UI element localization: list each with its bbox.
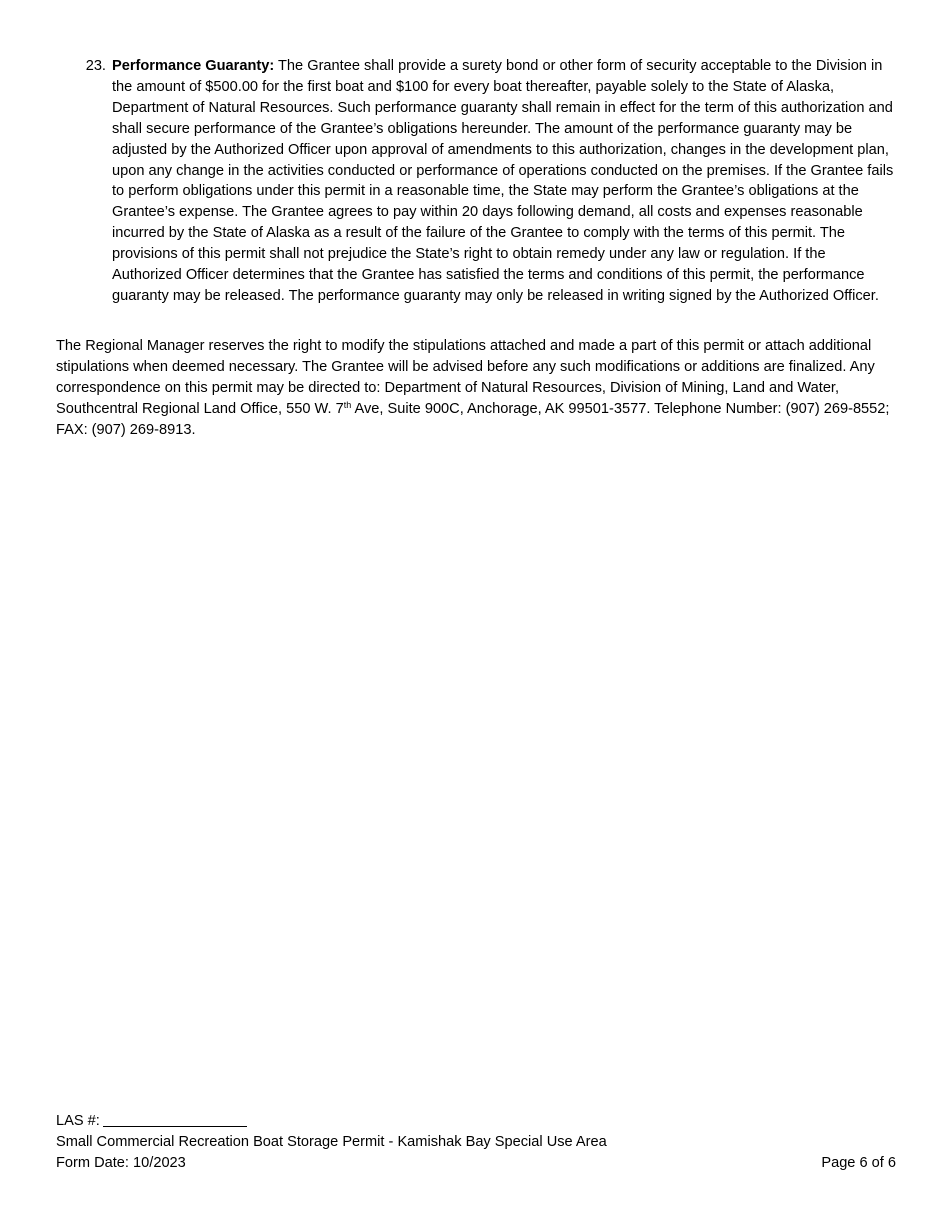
las-label: LAS #:: [56, 1113, 100, 1129]
item-text: The Grantee shall provide a surety bond or other form of security acceptable to the Division in the amount of $500.00 for the first boat and $100 for every boat thereafter, payable solely to the State of Alaska, Department of Natural Resources. Such performance guaranty shall remain in effect for the term of this authorization and shall secure performance of the Grantee’s obligations hereunder. The amount of the performance guaranty may be adjusted by the Authorized Officer upon approval of amendments to this authorization, changes in the development plan, upon any change in the activities conducted or performance of operations conducted on the premises. If the Grantee fails to perform obligations under this permit in a reasonable time, the State may perform the Grantee’s obligations at the Grantee’s expense. The Grantee agrees to pay within 20 days following demand, all costs and expenses reasonable incurred by the State of Alaska as a result of the failure of the Grantee to comply with the terms of this permit. The provisions of this permit shall not prejudice the State’s right to obtain remedy under any law or regulation. If the Authorized Officer determines that the Grantee has satisfied the terms and conditions of this permit, the performance guaranty may be released. The performance guaranty may only be released in writing signed by the Authorized Officer.: [112, 58, 894, 304]
ordinal-suffix: th: [343, 399, 352, 410]
footer-bottom-row: [56, 1153, 896, 1174]
regional-manager-paragraph: [56, 336, 896, 441]
paragraph-text-end: Ave, Suite 900C, Anchorage, AK 99501-3577. Telephone Number: (907) 269-8552; FAX: (907) 269-8913.: [56, 400, 890, 438]
stipulation-item-23: [56, 56, 896, 307]
page-number: Page 6 of 6: [821, 1155, 896, 1171]
item-heading: Performance Guaranty:: [112, 58, 275, 74]
page-footer: [56, 1111, 896, 1174]
form-date: Form Date: 10/2023: [56, 1155, 186, 1171]
item-number: 23.: [85, 58, 106, 74]
paragraph-text-start: The Regional Manager reserves the right to modify the stipulations attached and made a part of this permit or attach additional stipulations when deemed necessary. The Grantee will be advised before any such modifications or additions are finalized. Any correspondence on this permit may be directed to: Department of Natural Resources, Division of Mining, Land and Water, Southcentral Regional Land Office, 550 W. 7: [56, 338, 875, 417]
item-body: [112, 56, 896, 307]
las-blank-field: [103, 1111, 247, 1127]
las-number-line: [56, 1111, 896, 1132]
form-title: Small Commercial Recreation Boat Storage Permit - Kamishak Bay Special Use Area: [56, 1134, 607, 1150]
